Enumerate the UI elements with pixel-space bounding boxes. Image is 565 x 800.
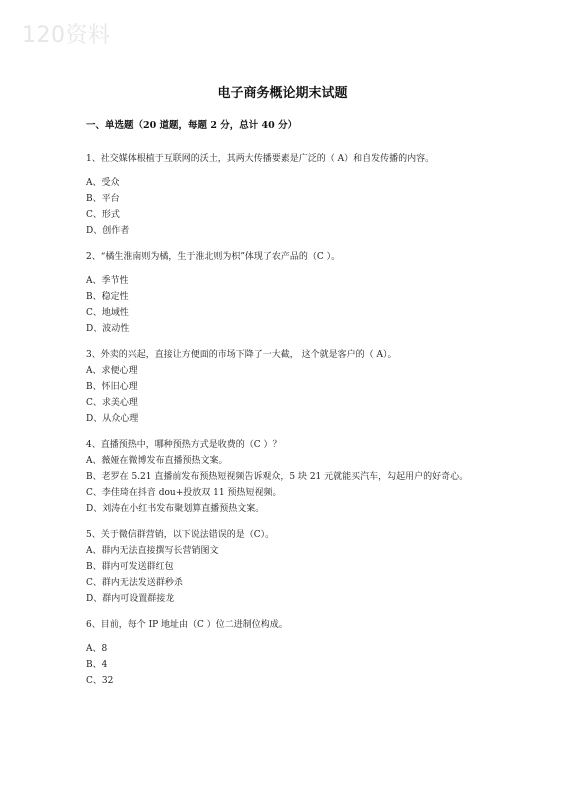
option-list [86, 175, 486, 239]
option: A、季节性 [86, 276, 129, 286]
option: D、群内可设置群接龙 [86, 594, 175, 604]
option: C、地域性 [86, 308, 129, 318]
question-5 [86, 527, 486, 607]
question-stem: 5、关于微信群营销，以下说法错误的是（C）。 [86, 530, 275, 540]
option-list [86, 641, 486, 689]
option: C、32 [86, 676, 114, 686]
option-list [86, 273, 486, 337]
question-stem: 2、“橘生淮南则为橘，生于淮北则为枳”体现了农产品的（C ）。 [86, 252, 341, 262]
option: C、李佳琦在抖音 dou+投放双 11 预热短视频。 [86, 488, 282, 498]
option: A、8 [86, 644, 108, 654]
option: A、薇娅在微博发布直播预热文案。 [86, 456, 228, 466]
option: D、从众心理 [86, 414, 139, 424]
question-6 [86, 617, 486, 689]
option: D、创作者 [86, 226, 130, 236]
option: D、刘涛在小红书发布聚划算直播预热文案。 [86, 504, 265, 514]
page-title: 电子商务概论期末试题 [217, 86, 348, 101]
question-stem: 1、社交媒体根植于互联网的沃土，其两大传播要素是广泛的（ A）和自发传播的内容。 [86, 154, 435, 164]
question-list [86, 151, 486, 699]
question-stem: 4、直播预热中，哪种预热方式是收费的（C ）？ [86, 440, 282, 450]
section-heading: 一、单选题（20 道题，每题 2 分，总计 40 分） [86, 120, 298, 131]
option: B、群内可发送群红包 [86, 562, 174, 572]
option: B、4 [86, 660, 108, 670]
question-1 [86, 151, 486, 239]
option: B、稳定性 [86, 292, 129, 302]
option: B、怀旧心理 [86, 382, 138, 392]
question-3 [86, 347, 486, 427]
option: C、群内无法发送群秒杀 [86, 578, 183, 588]
question-2 [86, 249, 486, 337]
option-list [86, 363, 486, 427]
question-stem: 6、目前，每个 IP 地址由（C ）位二进制位构成。 [86, 620, 288, 630]
option: D、波动性 [86, 324, 130, 334]
option-list [86, 543, 486, 607]
question-stem: 3、外卖的兴起，直接让方便面的市场下降了一大截， 这个就是客户的（ A）。 [86, 350, 397, 360]
option: C、形式 [86, 210, 120, 220]
watermark: 120资料 [22, 23, 111, 48]
option: A、求便心理 [86, 366, 138, 376]
option: B、老罗在 5.21 直播前发布预热短视频告诉观众，5 块 21 元就能买汽车，勾起用户的好奇心。 [86, 472, 469, 482]
option: A、受众 [86, 178, 120, 188]
option: A、群内无法直接撰写长营销图文 [86, 546, 219, 556]
option: C、求美心理 [86, 398, 138, 408]
option: B、平台 [86, 194, 120, 204]
option-list [86, 453, 486, 517]
question-4 [86, 437, 486, 517]
